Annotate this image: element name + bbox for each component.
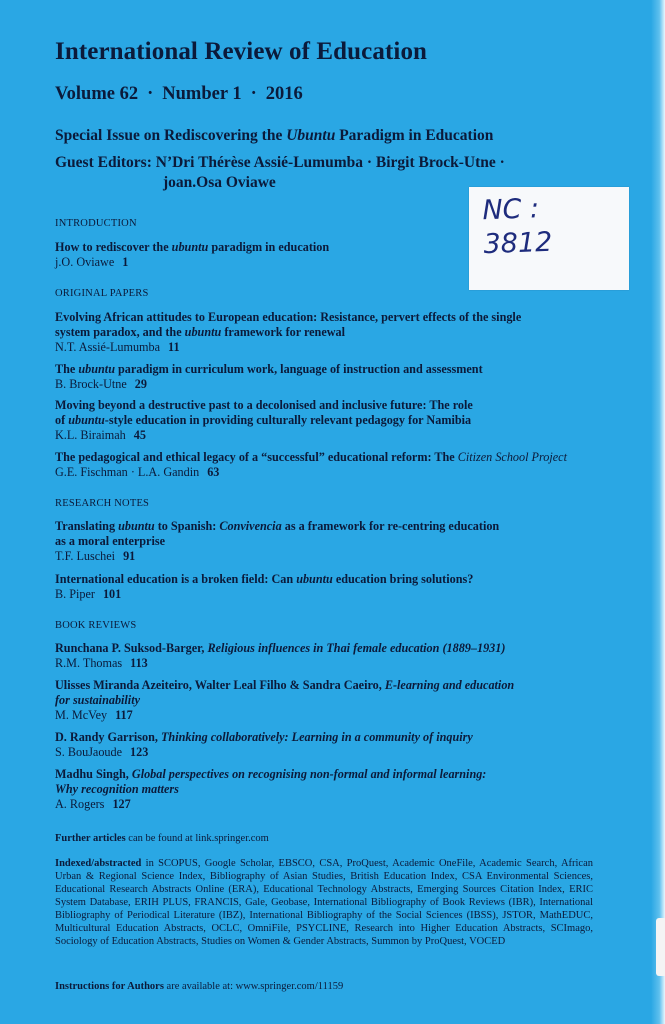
guest-editors-names-2: joan.Osa Oviawe bbox=[163, 174, 276, 191]
journal-title: International Review of Education bbox=[55, 38, 428, 65]
entry-author: S. BouJaoude 123 bbox=[55, 745, 149, 759]
section-research-notes: RESEARCH NOTES bbox=[55, 498, 150, 509]
entry-title: Ulisses Miranda Azeiteiro, Walter Leal Filho & Sandra Caeiro, E-learning and education for sustainability bbox=[55, 678, 515, 707]
guest-editors-names: N’Dri Thérèse Assié-Lumumba · Birgit Brock-Utne · bbox=[155, 154, 505, 171]
section-introduction: INTRODUCTION bbox=[55, 218, 137, 229]
instructions-for-authors: Instructions for Authors are available at: www.springer.com/11159 bbox=[55, 981, 344, 992]
toc-entry bbox=[55, 240, 615, 270]
entry-author: N.T. Assié-Lumumba 11 bbox=[55, 340, 180, 354]
toc-entry bbox=[55, 572, 615, 602]
entry-title: The pedagogical and ethical legacy of a “successful” educational reform: The Citizen School Project bbox=[55, 450, 567, 464]
entry-title: International education is a broken field: Can ubuntu education bring solutions? bbox=[55, 572, 474, 586]
cover-edge bbox=[651, 0, 665, 1024]
entry-page: 63 bbox=[207, 465, 220, 479]
entry-author: K.L. Biraimah 45 bbox=[55, 428, 146, 442]
entry-page: 91 bbox=[123, 549, 136, 563]
toc-entry bbox=[55, 310, 615, 355]
entry-author: R.M. Thomas 113 bbox=[55, 656, 148, 670]
entry-title: Evolving African attitudes to European education: Resistance, pervert effects of the single system paradox, and the ubuntu framework for renewal bbox=[55, 310, 522, 339]
year: 2016 bbox=[265, 84, 303, 104]
entry-title: Runchana P. Suksod-Barger, Religious influences in Thai female education (1889–1931) bbox=[55, 641, 506, 655]
entry-author: B. Brock-Utne 29 bbox=[55, 377, 147, 391]
entry-author: B. Piper 101 bbox=[55, 587, 122, 601]
indexing-statement: Indexed/abstracted in SCOPUS, Google Scholar, EBSCO, CSA, ProQuest, Academic OneFile, Academic Search, African Urban & Regional Science Index, Bibliography of Asian Studies, British Education Index, CSA Environmental Sciences, Educational Research Abstracts Online (ERA), Educational Technology Abstracts, Emerging Sources Citation Index, ERIC System Database, ERIH PLUS, FRANCIS, Gale, Geobase, International Bibliography of Book Reviews (IBR), International Bibliography of Periodical Literature (IBZ), International Bibliography of the Social Sciences (IBSS), JSTOR, MathEDUC, Multicultural Education Abstracts, OCLC, OmniFile, PSYCLINE, Research into Higher Education Abstracts, SCImago, Sociology of Education Abstracts, Studies on Women & Gender Abstracts, Summon by ProQuest, VOCED bbox=[55, 858, 594, 947]
entry-author: M. McVey 117 bbox=[55, 708, 133, 722]
guest-editors-label: Guest Editors: bbox=[55, 154, 152, 171]
toc-entry bbox=[55, 730, 615, 760]
entry-page: 101 bbox=[102, 587, 122, 601]
section-book-reviews: BOOK REVIEWS bbox=[55, 620, 137, 631]
toc-entry bbox=[55, 362, 615, 392]
volume: Volume 62 bbox=[55, 84, 139, 104]
number: Number 1 bbox=[162, 84, 242, 104]
entry-author: T.F. Luschei 91 bbox=[55, 549, 136, 563]
entry-page: 113 bbox=[130, 656, 148, 670]
special-issue-title: Special Issue on Rediscovering the Ubuntu Paradigm in Education bbox=[55, 127, 494, 144]
entry-page: 117 bbox=[115, 708, 133, 722]
entry-page: 11 bbox=[168, 340, 180, 354]
toc-entry bbox=[55, 641, 615, 671]
toc-entry bbox=[55, 767, 615, 812]
entry-page: 45 bbox=[133, 428, 146, 442]
further-articles: Further articles can be found at link.springer.com bbox=[55, 833, 269, 844]
section-original-papers: ORIGINAL PAPERS bbox=[55, 288, 149, 299]
entry-title: How to rediscover the ubuntu paradigm in education bbox=[55, 240, 330, 254]
toc-entry bbox=[55, 519, 615, 564]
separator: · bbox=[147, 84, 154, 104]
separator: · bbox=[250, 84, 257, 104]
entry-title: The ubuntu paradigm in curriculum work, language of instruction and assessment bbox=[55, 362, 483, 376]
entry-page: 29 bbox=[134, 377, 147, 391]
entry-author: A. Rogers 127 bbox=[55, 797, 131, 811]
entry-author: G.E. Fischman · L.A. Gandin 63 bbox=[55, 465, 220, 479]
entry-page: 1 bbox=[122, 255, 129, 269]
library-sticker bbox=[469, 187, 629, 290]
paper-tab bbox=[656, 918, 665, 976]
toc-entry bbox=[55, 450, 615, 480]
entry-title: Translating ubuntu to Spanish: Convivencia as a framework for re-centring education as a moral enterprise bbox=[55, 519, 500, 548]
guest-editors bbox=[55, 153, 505, 193]
issue-line bbox=[55, 84, 303, 105]
entry-page: 127 bbox=[112, 797, 131, 811]
toc-entry bbox=[55, 398, 615, 443]
entry-title: D. Randy Garrison, Thinking collaboratively: Learning in a community of inquiry bbox=[55, 730, 473, 744]
entry-title: Moving beyond a destructive past to a decolonised and inclusive future: The role of ubuntu-style education in providing culturally relevant pedagogy for Namibia bbox=[55, 398, 473, 427]
handwritten-catalog-number: NC : 3812 bbox=[481, 193, 553, 261]
entry-page: 123 bbox=[130, 745, 149, 759]
toc-entry bbox=[55, 678, 615, 723]
entry-author: j.O. Oviawe 1 bbox=[55, 255, 129, 269]
entry-title: Madhu Singh, Global perspectives on recognising non-formal and informal learning: Why recognition matters bbox=[55, 767, 487, 796]
